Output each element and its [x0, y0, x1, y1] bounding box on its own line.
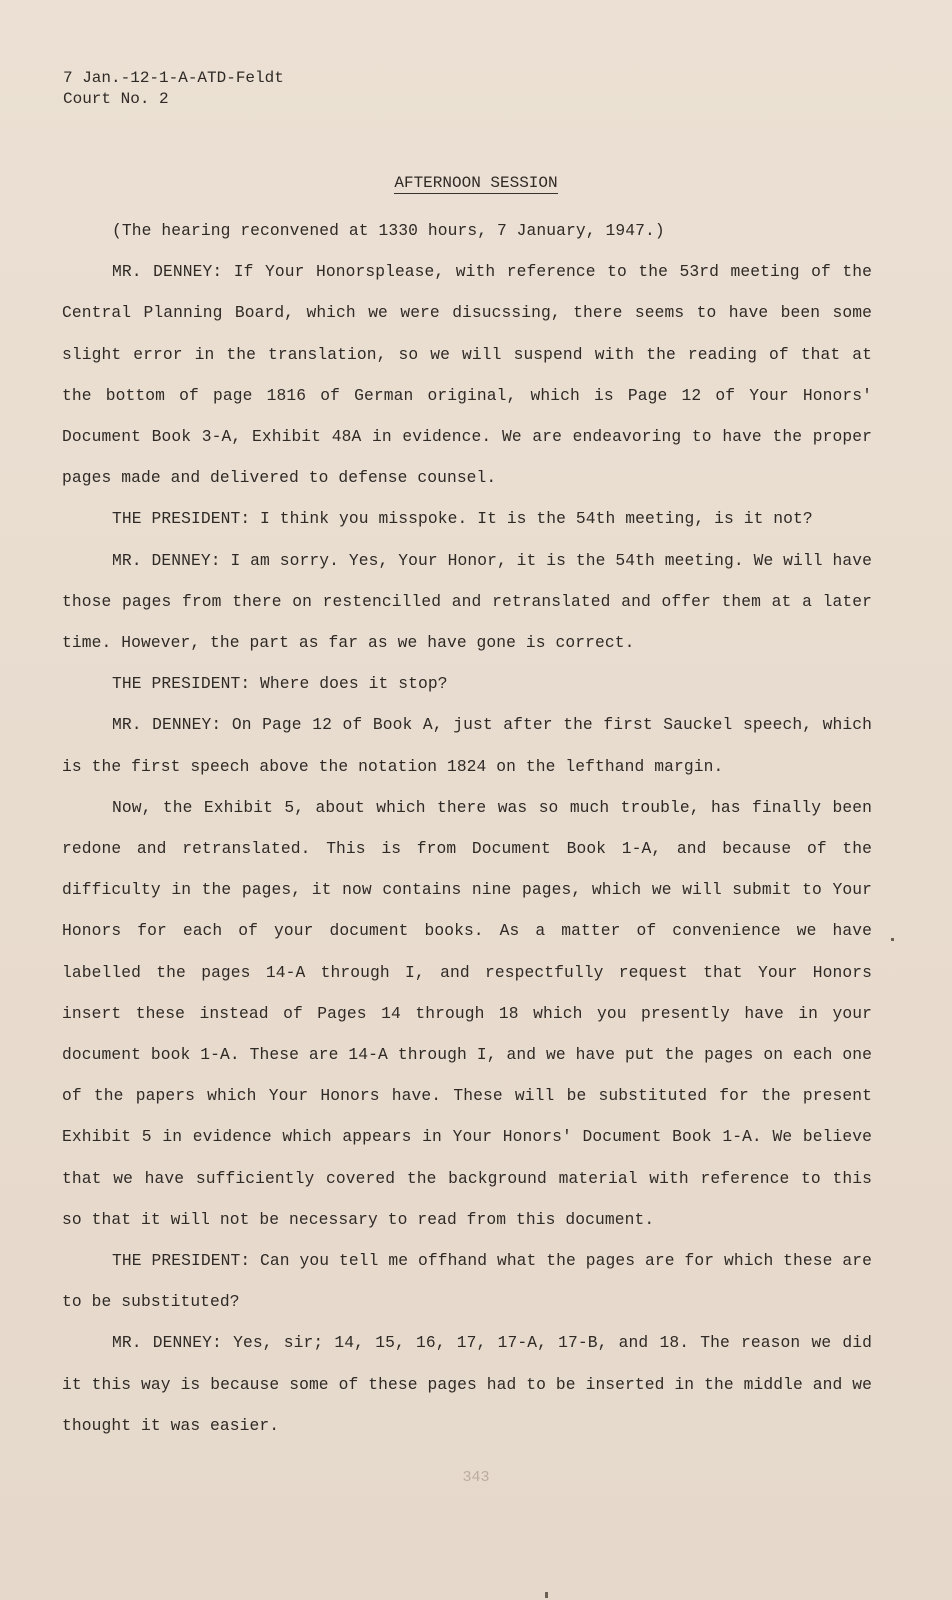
header-court: Court No. 2 — [63, 90, 169, 108]
paragraph: MR. DENNEY: If Your Honorsplease, with reference to the 53rd meeting of the Central Planning Board, which we were disucssing, there seems to have been some slight error in the translation, so we will suspend with the reading of that at the bottom of page 1816 of German original, which is Page 12 of Your Honors' Document Book 3-A, Exhibit 48A in evidence. We are endeavoring to have the proper pages made and delivered to defense counsel. — [62, 262, 872, 488]
document-header — [63, 68, 284, 110]
paragraph: Now, the Exhibit 5, about which there was so much trouble, has finally been redone and retranslated. This is from Document Book 1-A, and because of the difficulty in the pages, it now contains nine pages, which we will submit to Your Honors for each of your document books. As a matter of convenience we have labelled the pages 14-A through I, and respectfully request that Your Honors insert these instead of Pages 14 through 18 which you presently have in your document book 1-A. These are 14-A through I, and we have put the pages on each one of the papers which Your Honors have. These will be substituted for the present Exhibit 5 in evidence which appears in Your Honors' Document Book 1-A. We believe that we have sufficiently covered the background material with reference to this so that it will not be necessary to read from this document. — [62, 797, 872, 1229]
paper-speck — [545, 1592, 548, 1598]
paragraph: THE PRESIDENT: I think you misspoke. It is the 54th meeting, is it not? — [112, 509, 813, 529]
paragraph: MR. DENNEY: Yes, sir; 14, 15, 16, 17, 17-A, 17-B, and 18. The reason we did it this way is because some of these pages had to be inserted in the middle and we thought it was easier. — [62, 1333, 872, 1435]
header-reference: 7 Jan.-12-1-A-ATD-Feldt — [63, 69, 284, 87]
paragraph: MR. DENNEY: On Page 12 of Book A, just after the first Sauckel speech, which is the first speech above the notation 1824 on the lefthand margin. — [62, 715, 872, 776]
paragraph: THE PRESIDENT: Where does it stop? — [112, 674, 448, 694]
page-number: 343 — [462, 1469, 490, 1486]
transcript-body — [62, 210, 872, 1446]
paper-speck — [891, 938, 894, 941]
session-title-text: AFTERNOON SESSION — [394, 174, 558, 192]
paragraph-opening: (The hearing reconvened at 1330 hours, 7 January, 1947.) — [112, 221, 665, 240]
paragraph: MR. DENNEY: I am sorry. Yes, Your Honor, it is the 54th meeting. We will have those pages from there on restencilled and retranslated and offer them at a later time. However, the part as far as we have gone is correct. — [62, 550, 873, 653]
paragraph: THE PRESIDENT: Can you tell me offhand what the pages are for which these are to be substituted? — [62, 1251, 873, 1312]
session-title — [0, 174, 952, 192]
